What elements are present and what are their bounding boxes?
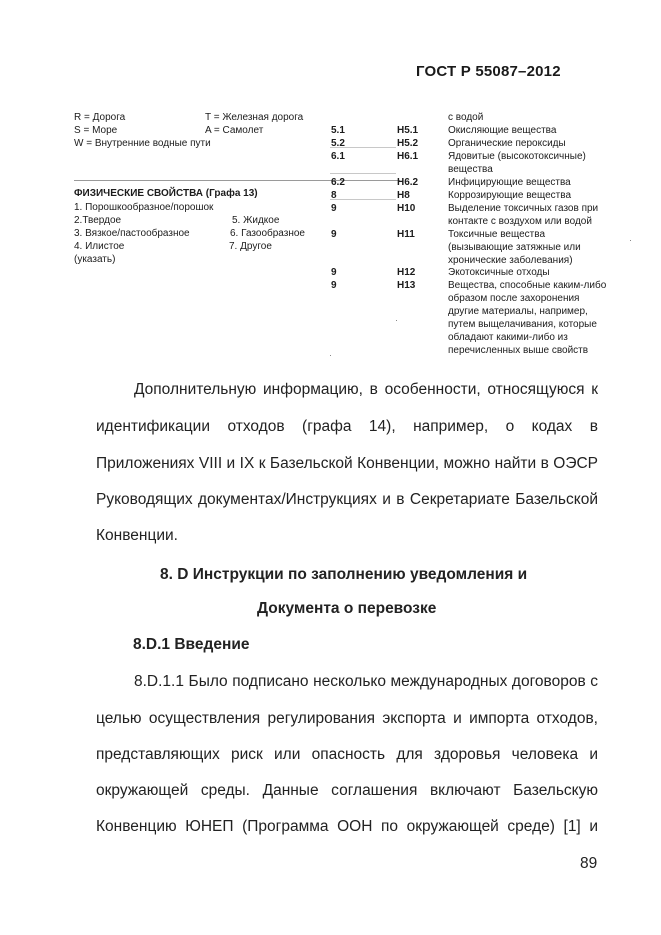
section-title-line2: Документа о перевозке [257, 600, 437, 617]
hazard-code: H6.2 [397, 177, 419, 188]
paragraph-line: Конвенцию ЮНЕП (Программа ООН по окружающей среде) [1] и [96, 818, 598, 835]
hazard-description: Вещества, способные каким-либо [448, 280, 607, 291]
physical-option-1: 1. Порошкообразное/порошок [74, 202, 214, 213]
table-mark [630, 240, 631, 241]
paragraph-line: Дополнительную информацию, в особенности, относящуюся к [134, 381, 598, 398]
page-number: 89 [580, 855, 598, 872]
hazard-description: Коррозирующие вещества [448, 190, 572, 201]
transport-sea: S = Море [74, 125, 118, 136]
physical-option-7-note: (указать) [74, 254, 116, 265]
hazard-code: H10 [397, 203, 416, 214]
subsection-title: 8.D.1 Введение [133, 636, 250, 653]
hazard-description: другие материалы, например, [448, 306, 588, 317]
physical-option-7: 7. Другое [229, 241, 272, 252]
paragraph-line: Руководящих документах/Инструкциях и в Секретариате Базельской [96, 491, 598, 508]
hazard-description: путем выщелачивания, которые [448, 319, 597, 330]
physical-option-5: 5. Жидкое [232, 215, 280, 226]
hazard-description: Органические пероксиды [448, 138, 566, 149]
hazard-class: 6.1 [331, 151, 345, 162]
table-rule [330, 173, 396, 174]
paragraph-line: Приложениях VIII и IX к Базельской Конвенции, можно найти в ОЭСР [96, 455, 598, 472]
hazard-class: 9 [331, 203, 337, 214]
paragraph-line: окружающей среды. Данные соглашения включают Базельскую [96, 782, 598, 799]
hazard-code: H5.1 [397, 125, 419, 136]
transport-air: A = Самолет [205, 125, 264, 136]
hazard-continuation: с водой [448, 112, 484, 123]
table-rule [330, 147, 396, 148]
hazard-description: Окисляющие вещества [448, 125, 557, 136]
hazard-code: H5.2 [397, 138, 419, 149]
hazard-description: обладают какими-либо из [448, 332, 568, 343]
transport-inland-water: W = Внутренние водные пути [74, 138, 211, 149]
transport-road: R = Дорога [74, 112, 126, 123]
physical-option-4: 4. Илистое [74, 241, 125, 252]
physical-option-2: 2.Твердое [74, 215, 122, 226]
hazard-class: 5.1 [331, 125, 345, 136]
hazard-code: H8 [397, 190, 410, 201]
hazard-description: Выделение токсичных газов при [448, 203, 599, 214]
paragraph-line: Конвенции. [96, 527, 178, 544]
hazard-code: H13 [397, 280, 416, 291]
hazard-description: (вызывающие затяжные или [448, 242, 581, 253]
hazard-code: H12 [397, 267, 416, 278]
hazard-class: 5.2 [331, 138, 345, 149]
hazard-description: контакте с воздухом или водой [448, 216, 592, 227]
section-divider [74, 180, 400, 181]
hazard-code: H6.1 [397, 151, 419, 162]
hazard-class: 8 [331, 190, 337, 201]
hazard-description: вещества [448, 164, 493, 175]
standard-code: ГОСТ Р 55087–2012 [416, 63, 561, 80]
transport-rail: T = Железная дорога [205, 112, 304, 123]
hazard-description: Токсичные вещества [448, 229, 546, 240]
hazard-class: 9 [331, 267, 337, 278]
hazard-class: 9 [331, 229, 337, 240]
table-mark [330, 355, 331, 356]
hazard-description: перечисленных выше свойств [448, 345, 589, 356]
hazard-class: 6.2 [331, 177, 345, 188]
paragraph-line: 8.D.1.1 Было подписано несколько международных договоров с [134, 673, 598, 690]
paragraph-line: целью осуществления регулирования экспорта и импорта отходов, [96, 710, 598, 727]
hazard-description: Инфицирующие вещества [448, 177, 571, 188]
paragraph-line: представляющих риск или опасность для здоровья человека и [96, 746, 598, 763]
table-mark [396, 320, 397, 321]
hazard-description: образом после захоронения [448, 293, 580, 304]
hazard-description: Экотоксичные отходы [448, 267, 550, 278]
physical-properties-heading: ФИЗИЧЕСКИЕ СВОЙСТВА (Графа 13) [74, 188, 258, 199]
paragraph-line: идентификации отходов (графа 14), например, о кодах в [96, 418, 598, 435]
hazard-description: Ядовитые (высокотоксичные) [448, 151, 586, 162]
physical-option-3: 3. Вязкое/пастообразное [74, 228, 190, 239]
section-title: 8. D Инструкции по заполнению уведомления и [160, 566, 528, 583]
hazard-class: 9 [331, 280, 337, 291]
physical-option-6: 6. Газообразное [230, 228, 305, 239]
hazard-description: хронические заболевания) [448, 255, 573, 266]
hazard-code: H11 [397, 229, 415, 240]
table-rule [330, 199, 396, 200]
